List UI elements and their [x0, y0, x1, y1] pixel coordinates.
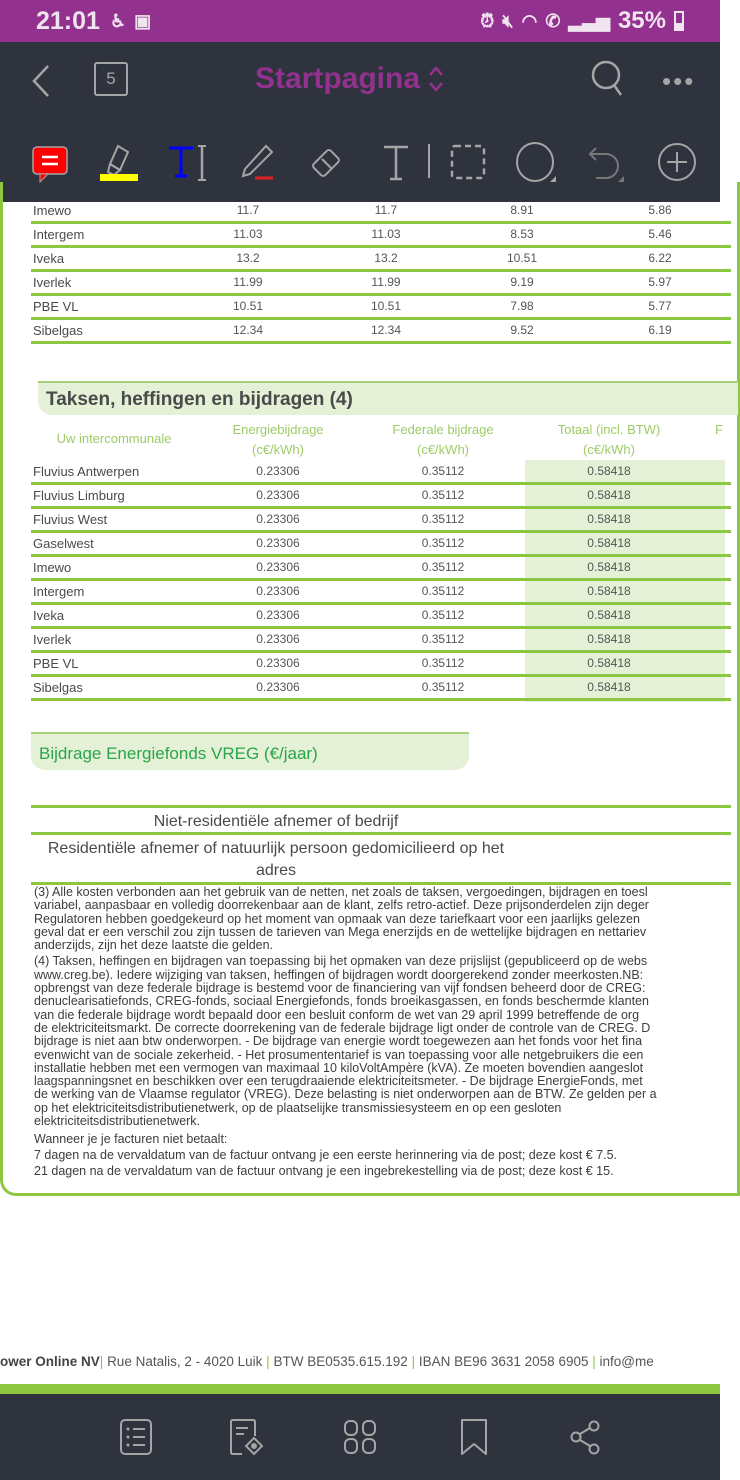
vreg-row-label: Residentiële afnemer of natuurlijk persoon gedomicilieerd op het adres [47, 840, 505, 879]
col-header-unit: (c€/kWh) [251, 442, 304, 457]
cell: 9.19 [510, 275, 534, 289]
footnote-line: installatie hebben met een vermogen van maximaal 10 kiloVoltAmpère (kVA). Ze moeten bovendien aangeslot [34, 1060, 644, 1075]
company-btw: BTW BE0535.615.192 [273, 1354, 408, 1369]
footnote-line: op het elektriciteitsdistributienetwerk, op de plaatselijke transmissiesysteem en op een gesloten [34, 1100, 562, 1115]
row-name: Fluvius Limburg [33, 488, 125, 503]
signal-icon: ▂▃▅ [568, 10, 610, 31]
row-name: Imewo [33, 203, 72, 218]
payment-intro: Wanneer je je facturen niet betaalt: [34, 1132, 228, 1147]
cell-totaal: 0.58418 [587, 560, 631, 574]
cell: 5.97 [648, 275, 672, 289]
table-row [31, 272, 731, 296]
cell-federale-bijdrage: 0.35112 [421, 536, 465, 550]
cell: 7.98 [510, 299, 534, 313]
cell-totaal: 0.58418 [587, 512, 631, 526]
thumbnails-icon[interactable] [342, 1418, 378, 1456]
cell-energiebijdrage: 0.23306 [256, 464, 300, 478]
table-row [31, 224, 731, 248]
table-row [31, 629, 731, 653]
cell-totaal: 0.58418 [587, 632, 631, 646]
row-name: Gaselwest [33, 536, 94, 551]
cell: 5.86 [648, 203, 672, 217]
company-email[interactable]: info@me [599, 1354, 654, 1369]
cell: 11.99 [371, 275, 401, 289]
eraser-tool-icon[interactable] [308, 142, 352, 186]
footnote-line: de elektriciteitsmarkt. De correcte doorrekening van de federale bijdrage ligt onder de controle van de CREG. D [34, 1020, 651, 1035]
cell-energiebijdrage: 0.23306 [256, 656, 300, 670]
app-bar [0, 42, 720, 120]
footnote-line: geval dat er een verschil zou zijn tussen de tarieven van Mega enerzijds en de wettelijke bijdragen en nettariev [34, 924, 647, 939]
gallery-icon: ▣ [134, 10, 152, 31]
cell: 5.77 [648, 299, 672, 313]
table-row [31, 485, 731, 509]
cell-federale-bijdrage: 0.35112 [421, 656, 465, 670]
col-header-label: Energiebijdrage [232, 422, 324, 437]
row-name: PBE VL [33, 299, 79, 314]
table-row [31, 248, 731, 272]
table-row [31, 296, 731, 320]
cell: 11.03 [233, 227, 263, 241]
cell: 12.34 [370, 323, 402, 337]
area-select-tool-icon[interactable] [446, 142, 490, 186]
page-count-button[interactable]: 5 [94, 62, 128, 96]
cell: 13.2 [374, 251, 398, 265]
row-name: PBE VL [33, 656, 79, 671]
comment-tool-icon[interactable] [30, 142, 74, 186]
cell-energiebijdrage: 0.23306 [256, 536, 300, 550]
cell-federale-bijdrage: 0.35112 [421, 680, 465, 694]
taksen-section-title: Taksen, heffingen en bijdragen (4) [38, 381, 738, 415]
more-options-icon[interactable]: ••• [662, 66, 696, 96]
company-address: Rue Natalis, 2 - 4020 Luik [107, 1354, 263, 1369]
row-name: Fluvius Antwerpen [33, 464, 140, 479]
table-row [31, 509, 731, 533]
footnote-line: anderzijds, zijn het deze laatste die gelden. [34, 938, 274, 953]
cell-energiebijdrage: 0.23306 [256, 488, 300, 502]
cell-federale-bijdrage: 0.35112 [421, 560, 465, 574]
cell-federale-bijdrage: 0.35112 [421, 512, 465, 526]
vreg-section-title: Bijdrage Energiefonds VREG (€/jaar) [31, 732, 469, 770]
cell: 10.51 [232, 299, 264, 313]
payment-reminder-7: 7 dagen na de vervaldatum van de factuur ontvang je een eerste herinnering via de post; deze kost € 7.5. [34, 1148, 618, 1163]
table-row [31, 461, 731, 485]
cell: 11.7 [374, 203, 398, 217]
cell-energiebijdrage: 0.23306 [256, 632, 300, 646]
footer-green-bar [0, 1384, 720, 1394]
cell: 11.7 [236, 203, 260, 217]
table-row [31, 533, 731, 557]
chevron-updown-icon [428, 65, 444, 93]
cell: 6.19 [648, 323, 672, 337]
search-icon[interactable] [590, 60, 626, 98]
cell: 6.22 [648, 251, 672, 265]
col-header-energiebijdrage [232, 420, 323, 460]
notebook-title-dropdown[interactable] [255, 62, 444, 96]
cell: 8.91 [510, 203, 534, 217]
table-row [31, 557, 731, 581]
col-header-partial: F [715, 422, 723, 437]
undo-icon[interactable] [586, 142, 630, 186]
row-name: Iveka [33, 608, 65, 623]
wifi-icon: ◠ [521, 10, 538, 31]
cell-totaal: 0.58418 [587, 488, 631, 502]
col-header-unit: (c€/kWh) [582, 442, 635, 457]
col-header-label: Federale bijdrage [392, 422, 494, 437]
bookmark-icon[interactable] [456, 1418, 492, 1456]
cell: 11.03 [371, 227, 401, 241]
vreg-row-label: Niet-residentiële afnemer of bedrijf [153, 813, 399, 830]
cell: 10.51 [506, 251, 538, 265]
cell: 13.2 [236, 251, 260, 265]
page-title: Startpagina [255, 62, 421, 95]
cell: 11.99 [233, 275, 263, 289]
footnote-line: variabel, aanpasbaar en volledig doorrekenbaar aan de klant, zelfs retro-actief. Deze prijsonderdelen zijn deger [34, 898, 649, 913]
col-header-totaal [558, 420, 661, 460]
footnote-line: bijdrage is niet aan btw onderworpen. - De bijdrage van energie wordt toegewezen aan het fonds voor het fina [34, 1034, 643, 1049]
cell-energiebijdrage: 0.23306 [256, 512, 300, 526]
cell-federale-bijdrage: 0.35112 [421, 608, 465, 622]
status-time: 21:01 [36, 6, 100, 35]
company-footer: ower Online NV| Rue Natalis, 2 - 4020 Luik | BTW BE0535.615.192 | IBAN BE96 3631 2058 6905 | info@me [0, 1354, 654, 1369]
highlighter-tool-icon[interactable] [98, 142, 142, 186]
vreg-row [31, 832, 731, 884]
row-name: Iverlek [33, 275, 72, 290]
cell-totaal: 0.58418 [587, 680, 631, 694]
cell-energiebijdrage: 0.23306 [256, 680, 300, 694]
cell-federale-bijdrage: 0.35112 [421, 584, 465, 598]
battery-percent: 35% [617, 7, 666, 34]
col-header-unit: (c€/kWh) [417, 442, 469, 457]
row-name: Iverlek [33, 632, 72, 647]
footnote-line: www.creg.be). Iedere wijziging van taksen, heffingen of bijdragen wordt doorgerekend zonder meerkosten.NB: [34, 967, 644, 982]
row-name: Imewo [33, 560, 72, 575]
footnote-line: opbrengst van deze federale bijdrage is bestemd voor de financiering van vijf fondsen beheerd door de CREG: [34, 981, 646, 996]
pen-tool-icon[interactable] [238, 142, 282, 186]
footnote-3 [34, 886, 734, 952]
cell: 9.52 [510, 323, 534, 337]
footnote-line: (3) Alle kosten verbonden aan het gebruik van de netten, net zoals de taksen, vergoedingen, bijdragen en toesl [34, 885, 648, 899]
footnotes [34, 886, 734, 1179]
col-header-federale-bijdrage [392, 420, 493, 460]
company-iban: IBAN BE96 3631 2058 6905 [418, 1354, 589, 1369]
footnote-line: de werking van de Vlaamse regulator (VREG). Deze belasting is niet onderworpen aan de BTW. Ze gelden per a [34, 1087, 657, 1102]
share-icon[interactable] [568, 1418, 604, 1456]
row-name: Iveka [33, 251, 65, 266]
row-name: Intergem [33, 227, 85, 242]
footnote-line: (4) Taksen, heffingen en bijdragen van toepassing bij het opmaken van deze prijslijst (gepubliceerd op de webs [34, 954, 648, 969]
table-row [31, 320, 731, 344]
cell-totaal: 0.58418 [587, 656, 631, 670]
shape-tool-icon[interactable] [514, 142, 558, 186]
outline-icon[interactable] [118, 1418, 154, 1456]
footnote-line: denuclearisatiefonds, CREG-fonds, sociaal Energiefonds, fonds broeikasgassen, en fonds beschermde klanten [34, 994, 649, 1009]
table-row [31, 653, 731, 677]
footnote-line: laagspanningsnet en beschikken over een terugdraaiende elektriciteitsmeter. - De bijdrage EnergieFonds, met [34, 1074, 643, 1089]
col-header-intercommunale: Uw intercommunale [56, 431, 172, 446]
cell: 10.51 [370, 299, 402, 313]
footnote-line: evenwicht van de sociale zekerheid. - Het prosumententarief is van toepassing voor alle netgebruikers die een [34, 1047, 644, 1062]
row-name: Sibelgas [33, 323, 83, 338]
cell-federale-bijdrage: 0.35112 [421, 464, 465, 478]
bottom-nav [0, 1394, 720, 1480]
accessibility-icon: ♿︎ [109, 10, 127, 31]
cell: 5.46 [648, 227, 672, 241]
cell-totaal: 0.58418 [587, 608, 631, 622]
cell-totaal: 0.58418 [587, 584, 631, 598]
row-name: Sibelgas [33, 680, 83, 695]
cell-totaal: 0.58418 [587, 536, 631, 550]
col-header-label: Totaal (incl. BTW) [557, 422, 661, 437]
footnote-line: van die federale bijdrage wordt bepaald door een besluit conform de wet van 29 april 1999 betreffende de org [34, 1007, 640, 1022]
cell-totaal: 0.58418 [587, 464, 631, 478]
text-select-tool-icon[interactable] [166, 142, 210, 186]
alarm-icon: ⏰︎ [480, 10, 495, 31]
text-tool-icon[interactable] [376, 142, 420, 186]
status-bar [0, 0, 720, 42]
cell-energiebijdrage: 0.23306 [256, 560, 300, 574]
table-row [31, 200, 731, 224]
cell-federale-bijdrage: 0.35112 [421, 488, 465, 502]
add-tool-icon[interactable] [656, 142, 700, 186]
footnote-line: elektriciteitsdistributienetwerk. [34, 1114, 201, 1129]
cell-federale-bijdrage: 0.35112 [421, 632, 465, 646]
back-icon[interactable] [30, 64, 52, 98]
table-row [31, 581, 731, 605]
battery-icon [674, 11, 684, 31]
row-name: Fluvius West [33, 512, 108, 527]
table-row [31, 605, 731, 629]
company-name: ower Online NV [0, 1354, 100, 1369]
payment-reminder-21: 21 dagen na de vervaldatum van de factuur ontvang je een ingebrekestelling via de post; deze kost € 15. [34, 1164, 614, 1179]
reading-mode-icon[interactable] [228, 1418, 264, 1456]
wifi-call-icon: ✆ [545, 10, 561, 31]
row-name: Intergem [33, 584, 85, 599]
table-row [31, 677, 731, 701]
document-page[interactable] [0, 202, 723, 1392]
vreg-row [31, 805, 731, 832]
footnote-4 [34, 955, 734, 1128]
footnote-line: Regulatoren hebben goedgekeurd op het moment van opmaak van deze tariefkaart voor een jaarlijks gelezen [34, 911, 640, 926]
mute-icon: 🔇︎ [502, 10, 514, 31]
cell-energiebijdrage: 0.23306 [256, 584, 300, 598]
cell: 12.34 [232, 323, 264, 337]
cell-energiebijdrage: 0.23306 [256, 608, 300, 622]
cell: 8.53 [510, 227, 534, 241]
